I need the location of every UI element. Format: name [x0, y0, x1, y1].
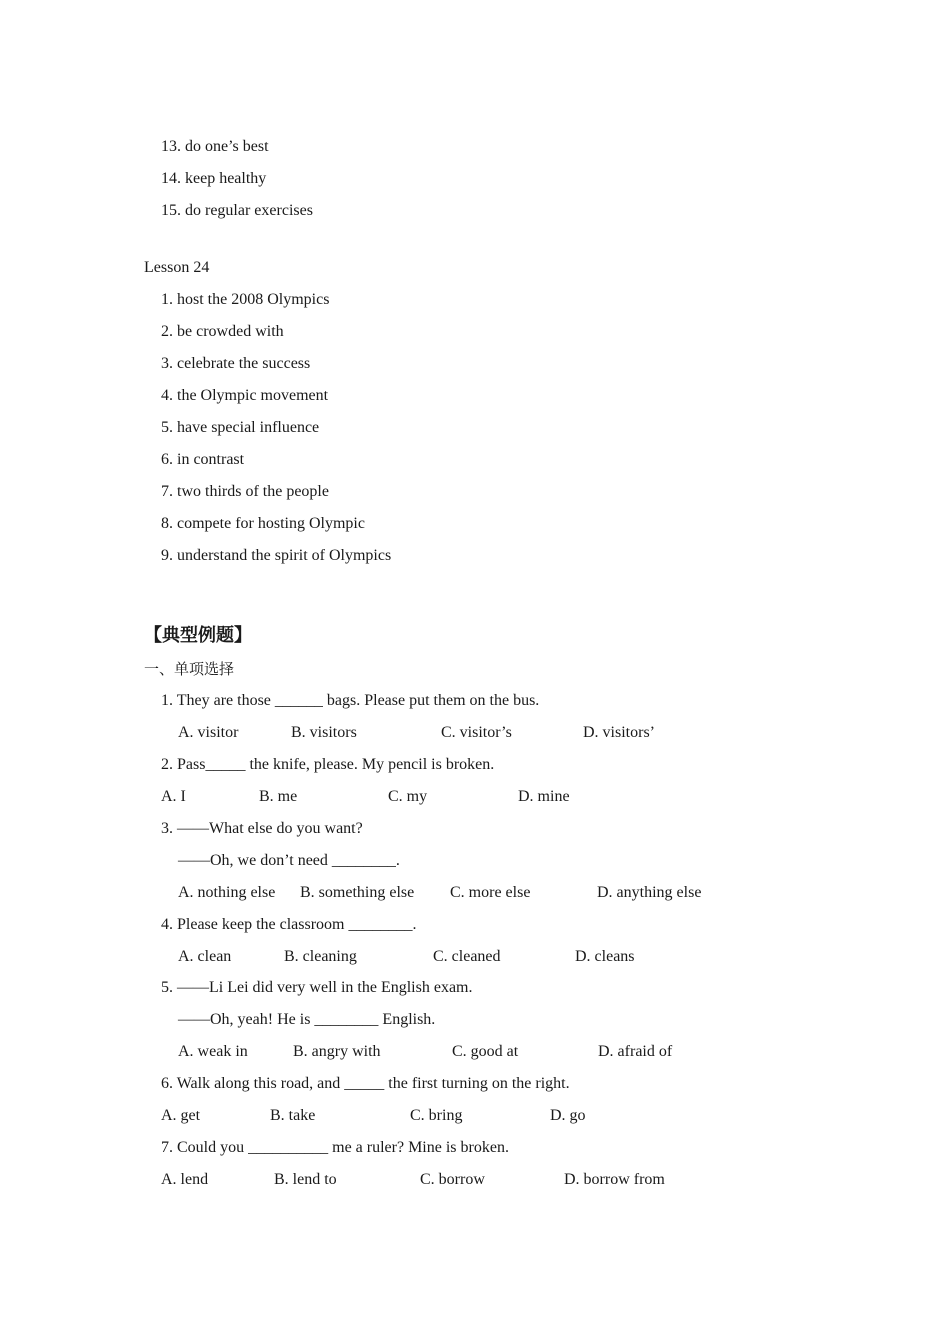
list-item: 14. keep healthy	[161, 170, 267, 187]
option: B. visitors	[291, 724, 357, 741]
option: A. clean	[178, 948, 232, 965]
option: C. visitor’s	[441, 724, 512, 741]
list-item: 4. the Olympic movement	[161, 387, 329, 404]
question-stem: 3. ——What else do you want?	[161, 820, 363, 837]
option: B. lend to	[274, 1171, 337, 1188]
option: B. cleaning	[284, 948, 357, 965]
option: A. get	[161, 1107, 201, 1124]
option: C. more else	[450, 884, 531, 901]
list-item: 5. have special influence	[161, 419, 320, 436]
option: D. visitors’	[583, 724, 655, 741]
list-item: 13. do one’s best	[161, 138, 269, 155]
option: B. angry with	[293, 1043, 381, 1060]
list-item: 6. in contrast	[161, 451, 245, 468]
question-stem: ——Oh, yeah! He is ________ English.	[178, 1011, 436, 1028]
option: D. mine	[518, 788, 570, 805]
lesson-title: Lesson 24	[144, 259, 210, 276]
option: B. something else	[300, 884, 415, 901]
list-item: 9. understand the spirit of Olympics	[161, 547, 392, 564]
list-item: 3. celebrate the success	[161, 355, 311, 372]
question-stem: 2. Pass_____ the knife, please. My pencil is broken.	[161, 756, 495, 773]
option: D. go	[550, 1107, 586, 1124]
list-item: 15. do regular exercises	[161, 202, 313, 219]
question-stem: ——Oh, we don’t need ________.	[178, 852, 400, 869]
option: A. nothing else	[178, 884, 276, 901]
list-item: 7. two thirds of the people	[161, 483, 329, 500]
option: D. borrow from	[564, 1171, 665, 1188]
subsection-heading: 一、单项选择	[144, 660, 235, 678]
option: B. me	[259, 788, 298, 805]
option: D. cleans	[575, 948, 635, 965]
question-stem: 4. Please keep the classroom ________.	[161, 916, 417, 933]
section-heading: 【典型例题】	[144, 625, 252, 646]
question-stem: 1. They are those ______ bags. Please put them on the bus.	[161, 692, 540, 709]
list-item: 1. host the 2008 Olympics	[161, 291, 330, 308]
option: D. afraid of	[598, 1043, 673, 1060]
option: C. cleaned	[433, 948, 501, 965]
option: A. I	[161, 788, 186, 805]
list-item: 8. compete for hosting Olympic	[161, 515, 365, 532]
question-stem: 7. Could you __________ me a ruler? Mine is broken.	[161, 1139, 509, 1156]
option: C. borrow	[420, 1171, 485, 1188]
option: C. bring	[410, 1107, 463, 1124]
option: A. lend	[161, 1171, 209, 1188]
option: C. my	[388, 788, 428, 805]
question-stem: 6. Walk along this road, and _____ the first turning on the right.	[161, 1075, 570, 1092]
option: C. good at	[452, 1043, 519, 1060]
option: A. visitor	[178, 724, 239, 741]
list-item: 2. be crowded with	[161, 323, 284, 340]
option: B. take	[270, 1107, 316, 1124]
option: D. anything else	[597, 884, 702, 901]
option: A. weak in	[178, 1043, 248, 1060]
question-stem: 5. ——Li Lei did very well in the English exam.	[161, 979, 473, 996]
